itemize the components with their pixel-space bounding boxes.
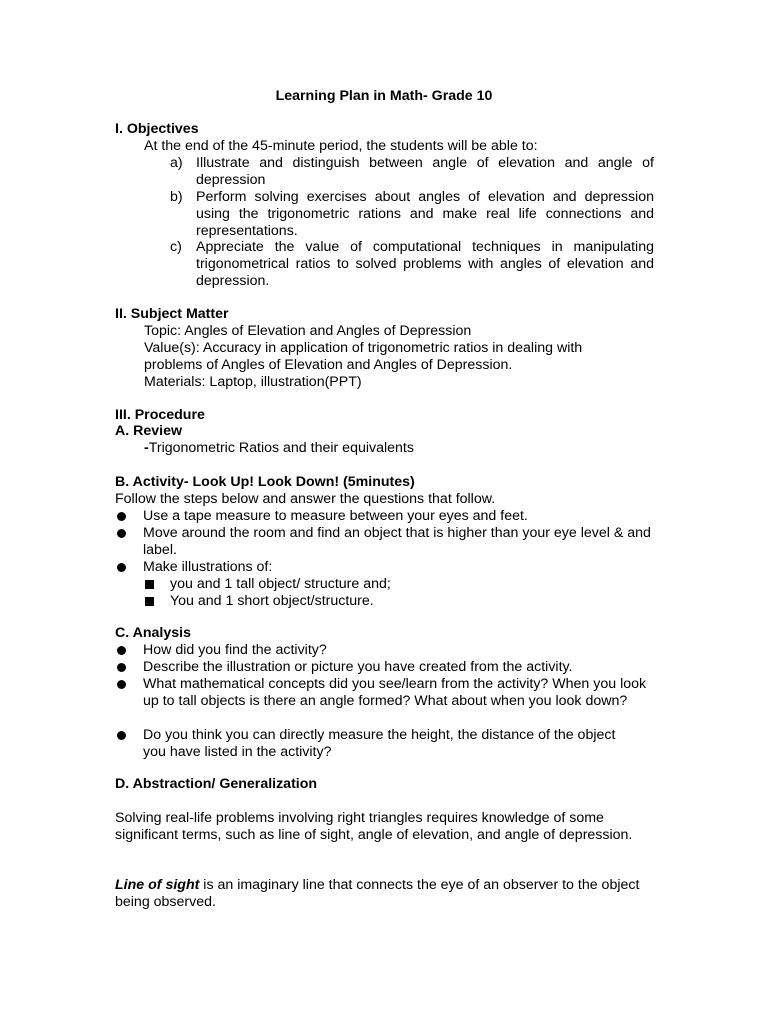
bullet-dot-icon (117, 529, 126, 538)
review-dash: - (144, 440, 149, 456)
subject-materials: Materials: Laptop, illustration(PPT) (144, 374, 362, 390)
bullet-square-icon (145, 580, 154, 589)
activity-heading: B. Activity- Look Up! Look Down! (5minutes) (115, 474, 415, 490)
activity-sub-bullet (145, 593, 374, 610)
sub-bullet-text: You and 1 short object/structure. (170, 593, 374, 609)
objective-item-a (170, 155, 654, 189)
bullet-text: Move around the room and find an object that is higher than your eye level & and label. (143, 525, 651, 558)
bullet-text: Do you think you can directly measure the height, the distance of the object you have listed in the activity? (143, 727, 616, 760)
objective-item-c (170, 239, 654, 290)
procedure-heading: III. Procedure (115, 407, 205, 423)
objective-text: Illustrate and distinguish between angle of elevation and angle of depression (196, 155, 654, 188)
review-item-text: Trigonometric Ratios and their equivalents (148, 440, 414, 456)
review-heading: A. Review (115, 423, 183, 439)
objective-item-b (170, 189, 654, 240)
activity-bullet (115, 525, 660, 559)
objective-text: Perform solving exercises about angles of elevation and depression using the trigonometric rations and make real life connections and representations. (196, 189, 654, 239)
objective-letter: c) (170, 239, 182, 255)
subject-topic: Topic: Angles of Elevation and Angles of Depression (144, 323, 472, 339)
analysis-bullet (115, 659, 660, 676)
bullet-square-icon (145, 597, 154, 606)
bullet-dot-icon (117, 731, 126, 740)
sub-bullet-text: you and 1 tall object/ structure and; (170, 576, 391, 592)
activity-bullet (115, 508, 660, 525)
bullet-text: Use a tape measure to measure between your eyes and feet. (143, 508, 528, 524)
objective-letter: b) (170, 189, 183, 205)
bullet-text: What mathematical concepts did you see/learn from the activity? When you look up to tall objects is there an angle formed? What about when you look down? (143, 676, 647, 709)
line-of-sight-definition (115, 877, 655, 911)
document-title: Learning Plan in Math- Grade 10 (275, 88, 493, 104)
definition-text: is an imaginary line that connects the eye of an observer to the object being observed. (115, 877, 640, 910)
bullet-dot-icon (117, 663, 126, 672)
activity-intro: Follow the steps below and answer the questions that follow. (115, 491, 496, 507)
objectives-intro: At the end of the 45-minute period, the students will be able to: (144, 138, 538, 154)
analysis-bullet (115, 727, 660, 761)
subject-values-line2: problems of Angles of Elevation and Angles of Depression. (144, 357, 513, 373)
analysis-bullet (115, 676, 660, 710)
review-item (144, 440, 414, 457)
bullet-dot-icon (117, 646, 126, 655)
analysis-heading: C. Analysis (115, 625, 191, 641)
definition-term: Line of sight (115, 877, 200, 893)
bullet-dot-icon (117, 512, 126, 521)
bullet-text: Describe the illustration or picture you have created from the activity. (143, 659, 573, 675)
subject-matter-heading: II. Subject Matter (115, 306, 229, 322)
objective-letter: a) (170, 155, 183, 171)
bullet-dot-icon (117, 563, 126, 572)
abstraction-paragraph: Solving real-life problems involving right triangles requires knowledge of some significant terms, such as line of sight, angle of elevation, and angle of depression. (115, 810, 633, 843)
objective-text: Appreciate the value of computational techniques in manipulating trigonometrical ratios to solved problems with angles of elevation and depression. (196, 239, 654, 289)
bullet-text: Make illustrations of: (143, 559, 273, 575)
activity-sub-bullet (145, 576, 391, 593)
bullet-text: How did you find the activity? (143, 642, 327, 658)
activity-bullet (115, 559, 660, 576)
subject-values-line1: Value(s): Accuracy in application of trigonometric ratios in dealing with (144, 340, 583, 356)
abstraction-heading: D. Abstraction/ Generalization (115, 776, 318, 792)
analysis-bullet (115, 642, 660, 659)
bullet-dot-icon (117, 680, 126, 689)
objectives-heading: I. Objectives (115, 121, 199, 137)
